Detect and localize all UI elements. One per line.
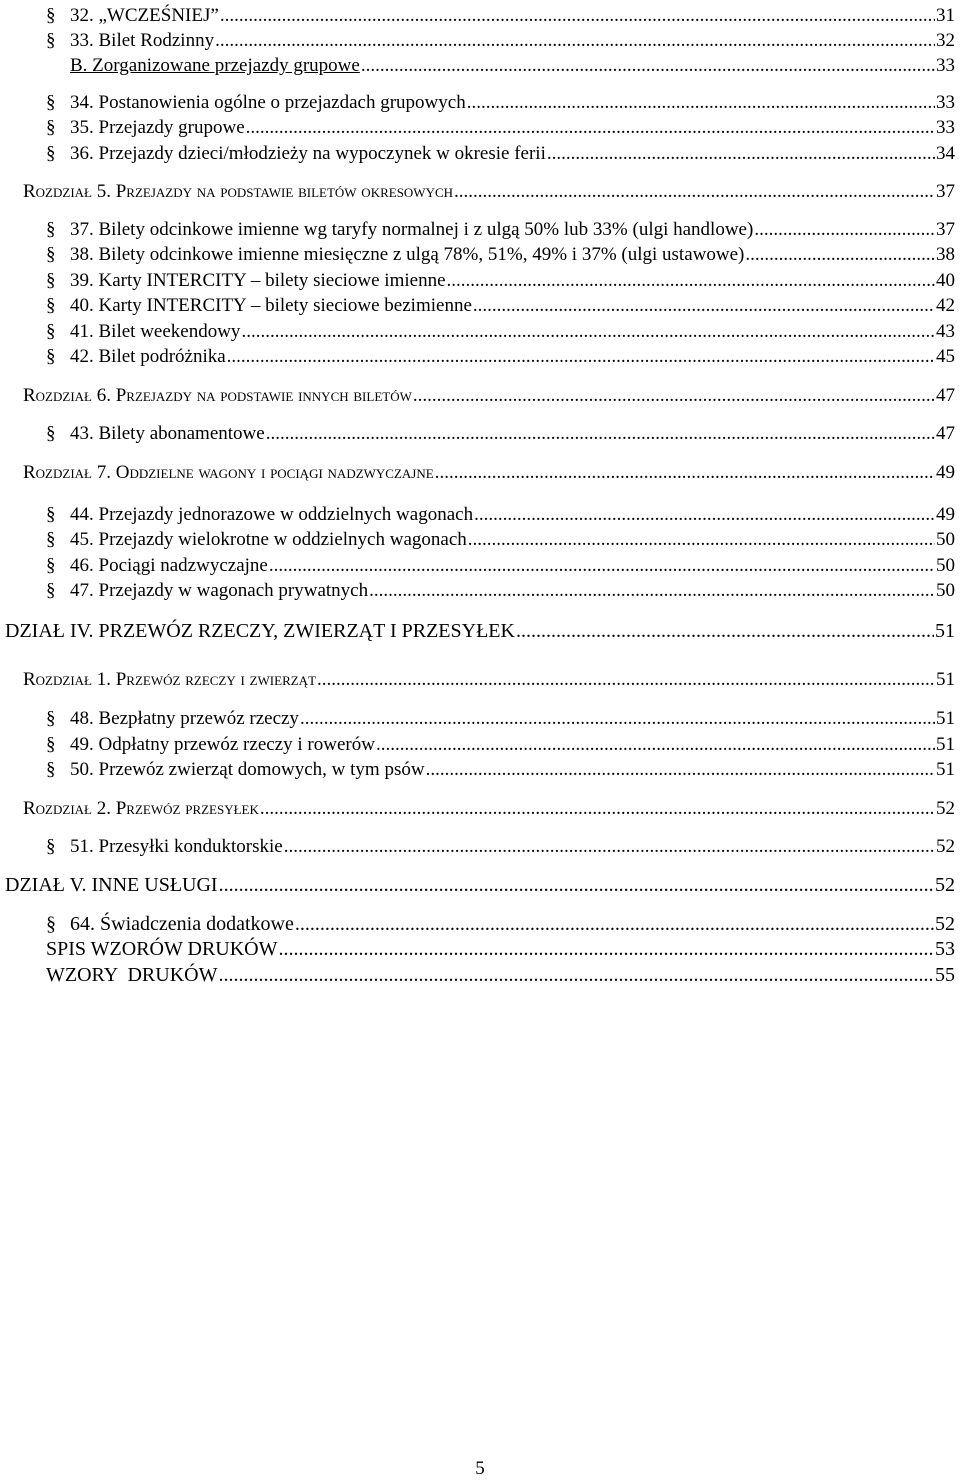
toc-entry[interactable] [46, 963, 955, 987]
toc-entry[interactable] [46, 835, 955, 859]
toc-entry-title: WZORY DRUKÓW [46, 964, 218, 986]
dot-leader [454, 180, 935, 204]
toc-entry-page: 50 [936, 529, 955, 550]
dot-leader [218, 963, 934, 987]
toc-entry-page: 37 [936, 181, 955, 202]
toc-chapter-heading[interactable] [23, 797, 955, 821]
dot-leader [219, 873, 934, 897]
dot-leader [369, 579, 935, 603]
toc-entry-page: 40 [936, 270, 955, 291]
toc-entry[interactable] [46, 528, 955, 552]
dot-leader [435, 461, 935, 485]
toc-entry-title: 40. Karty INTERCITY – bilety sieciowe bezimienne [70, 295, 472, 316]
toc-entry-page: 52 [935, 913, 955, 935]
toc-entry-page: 51 [936, 734, 955, 755]
toc-entry[interactable] [46, 269, 955, 293]
toc-entry-title: 49. Odpłatny przewóz rzeczy i rowerów [70, 734, 375, 755]
toc-chapter-heading[interactable] [23, 668, 955, 692]
page-number: 5 [475, 1458, 485, 1479]
chapter-title: Rozdział 1. Przewóz rzeczy i zwierząt [23, 669, 317, 690]
section-sign: § [46, 5, 56, 26]
dot-leader [547, 142, 935, 166]
toc-entry-title: 38. Bilety odcinkowe imienne miesięczne z ulgą 78%, 51%, 49% i 37% (ulgi ustawowe) [70, 244, 745, 265]
toc-entry-title: 39. Karty INTERCITY – bilety sieciowe imienne [70, 270, 446, 291]
dot-leader [516, 619, 934, 643]
toc-entry-page: 34 [936, 143, 955, 164]
toc-entry-page: 42 [936, 295, 955, 316]
dot-leader [266, 422, 935, 446]
dot-leader [300, 707, 935, 731]
toc-entry[interactable] [46, 116, 955, 140]
toc-entry-title: 64. Świadczenia dodatkowe [70, 913, 294, 935]
dot-leader [241, 320, 935, 344]
toc-entry[interactable] [46, 912, 955, 936]
toc-entry[interactable] [46, 142, 955, 166]
toc-entry-page: 51 [936, 759, 955, 780]
section-sign: § [46, 30, 56, 51]
toc-entry-title: 45. Przejazdy wielokrotne w oddzielnych wagonach [70, 529, 467, 550]
chapter-title: Rozdział 6. Przejazdy na podstawie innych biletów [23, 385, 412, 406]
toc-entry[interactable] [46, 554, 955, 578]
toc-entry-page: 47 [936, 385, 955, 406]
toc-entry-page: 52 [936, 798, 955, 819]
toc-entry-page: 49 [936, 504, 955, 525]
toc-entry-title-link[interactable]: B. Zorganizowane przejazdy grupowe [70, 55, 360, 76]
dot-leader [220, 4, 935, 28]
toc-entry-title: 33. Bilet Rodzinny [70, 30, 215, 51]
toc-entry-title: 35. Przejazdy grupowe [70, 117, 245, 138]
section-sign: § [46, 295, 56, 316]
toc-entry[interactable] [46, 758, 955, 782]
toc-entry-title: 51. Przesyłki konduktorskie [70, 836, 283, 857]
part-title: DZIAŁ IV. PRZEWÓZ RZECZY, ZWIERZĄT I PRZESYŁEK [5, 620, 515, 642]
toc-entry-page: 51 [935, 620, 955, 642]
section-sign: § [46, 244, 56, 265]
toc-entry-page: 33 [936, 117, 955, 138]
toc-entry-title: 32. „WCZEŚNIEJ” [70, 5, 219, 26]
dot-leader [754, 218, 935, 242]
toc-entry-title: 43. Bilety abonamentowe [70, 423, 265, 444]
toc-entry-title: 37. Bilety odcinkowe imienne wg taryfy normalnej i z ulgą 50% lub 33% (ulgi handlowe) [70, 219, 754, 240]
dot-leader [468, 528, 935, 552]
dot-leader [361, 54, 935, 78]
toc-entry-page: 38 [936, 244, 955, 265]
toc-chapter-heading[interactable] [23, 461, 955, 485]
dot-leader [467, 91, 935, 115]
dot-leader [227, 345, 935, 369]
toc-entry[interactable] [46, 243, 955, 267]
section-sign: § [46, 143, 56, 164]
toc-entry[interactable] [46, 733, 955, 757]
toc-entry-title: 42. Bilet podróżnika [70, 346, 226, 367]
toc-entry-page: 51 [936, 708, 955, 729]
section-sign: § [46, 529, 56, 550]
dot-leader [279, 937, 935, 961]
dot-leader [317, 668, 935, 692]
section-sign: § [46, 836, 56, 857]
dot-leader [473, 294, 935, 318]
toc-entry-title: 50. Przewóz zwierząt domowych, w tym psów [70, 759, 425, 780]
toc-entry[interactable] [46, 937, 955, 961]
dot-leader [426, 758, 935, 782]
toc-entry-title: 48. Bezpłatny przewóz rzeczy [70, 708, 299, 729]
toc-entry[interactable] [46, 503, 955, 527]
section-sign: § [46, 346, 56, 367]
dot-leader [474, 503, 935, 527]
dot-leader [376, 733, 935, 757]
section-sign: § [46, 759, 56, 780]
toc-chapter-heading[interactable] [23, 180, 955, 204]
toc-entry[interactable] [46, 218, 955, 242]
section-sign: § [46, 504, 56, 525]
section-sign: § [46, 708, 56, 729]
toc-entry[interactable] [46, 320, 955, 344]
toc-entry[interactable] [46, 91, 955, 115]
toc-entry[interactable] [46, 345, 955, 369]
toc-entry-page: 55 [935, 964, 955, 986]
toc-entry-page: 50 [936, 555, 955, 576]
toc-entry-page: 50 [936, 580, 955, 601]
toc-entry-page: 31 [936, 5, 955, 26]
toc-entry[interactable] [46, 422, 955, 446]
toc-entry-page: 43 [936, 321, 955, 342]
toc-part-heading[interactable] [5, 873, 955, 897]
toc-entry-page: 47 [936, 423, 955, 444]
toc-entry-page: 32 [936, 30, 955, 51]
chapter-title: Rozdział 7. Oddzielne wagony i pociągi nadzwyczajne [23, 462, 434, 483]
toc-chapter-heading[interactable] [23, 384, 955, 408]
dot-leader [284, 835, 935, 859]
dot-leader [269, 554, 935, 578]
toc-entry-title: 44. Przejazdy jednorazowe w oddzielnych wagonach [70, 504, 474, 525]
toc-entry-title: 36. Przejazdy dzieci/młodzieży na wypoczynek w okresie ferii [70, 143, 546, 164]
dot-leader [215, 29, 935, 53]
section-sign: § [46, 219, 56, 240]
section-sign: § [46, 555, 56, 576]
chapter-title: Rozdział 5. Przejazdy na podstawie biletów okresowych [23, 181, 454, 202]
toc-entry[interactable] [46, 4, 955, 28]
toc-entry[interactable] [46, 294, 955, 318]
toc-entry-subpart[interactable] [70, 54, 955, 78]
section-sign: § [46, 92, 56, 113]
toc-entry-page: 51 [936, 669, 955, 690]
dot-leader [447, 269, 935, 293]
toc-entry-page: 52 [936, 836, 955, 857]
toc-entry-title: 41. Bilet weekendowy [70, 321, 241, 342]
section-sign: § [46, 423, 56, 444]
toc-entry-page: 52 [935, 874, 955, 896]
toc-entry-page: 37 [936, 219, 955, 240]
toc-entry[interactable] [46, 29, 955, 53]
dot-leader [246, 116, 935, 140]
section-sign: § [46, 580, 56, 601]
section-sign: § [46, 734, 56, 755]
dot-leader [295, 912, 934, 936]
toc-entry[interactable] [46, 579, 955, 603]
toc-entry-page: 33 [936, 92, 955, 113]
toc-entry-title: 34. Postanowienia ogólne o przejazdach grupowych [70, 92, 466, 113]
chapter-title: Rozdział 2. Przewóz przesyłek [23, 798, 259, 819]
toc-entry-title: SPIS WZORÓW DRUKÓW [46, 938, 278, 960]
toc-entry-page: 53 [935, 938, 955, 960]
toc-entry-title: 47. Przejazdy w wagonach prywatnych [70, 580, 369, 601]
toc-entry[interactable] [46, 707, 955, 731]
section-sign: § [46, 117, 56, 138]
section-sign: § [46, 270, 56, 291]
dot-leader [745, 243, 935, 267]
toc-entry-page: 33 [936, 55, 955, 76]
dot-leader [413, 384, 935, 408]
section-sign: § [46, 913, 56, 935]
part-title: DZIAŁ V. INNE USŁUGI [5, 874, 218, 896]
dot-leader [260, 797, 935, 821]
section-sign: § [46, 321, 56, 342]
toc-entry-page: 49 [936, 462, 955, 483]
toc-entry-page: 45 [936, 346, 955, 367]
toc-part-heading[interactable] [5, 619, 955, 643]
toc-entry-title: 46. Pociągi nadzwyczajne [70, 555, 268, 576]
